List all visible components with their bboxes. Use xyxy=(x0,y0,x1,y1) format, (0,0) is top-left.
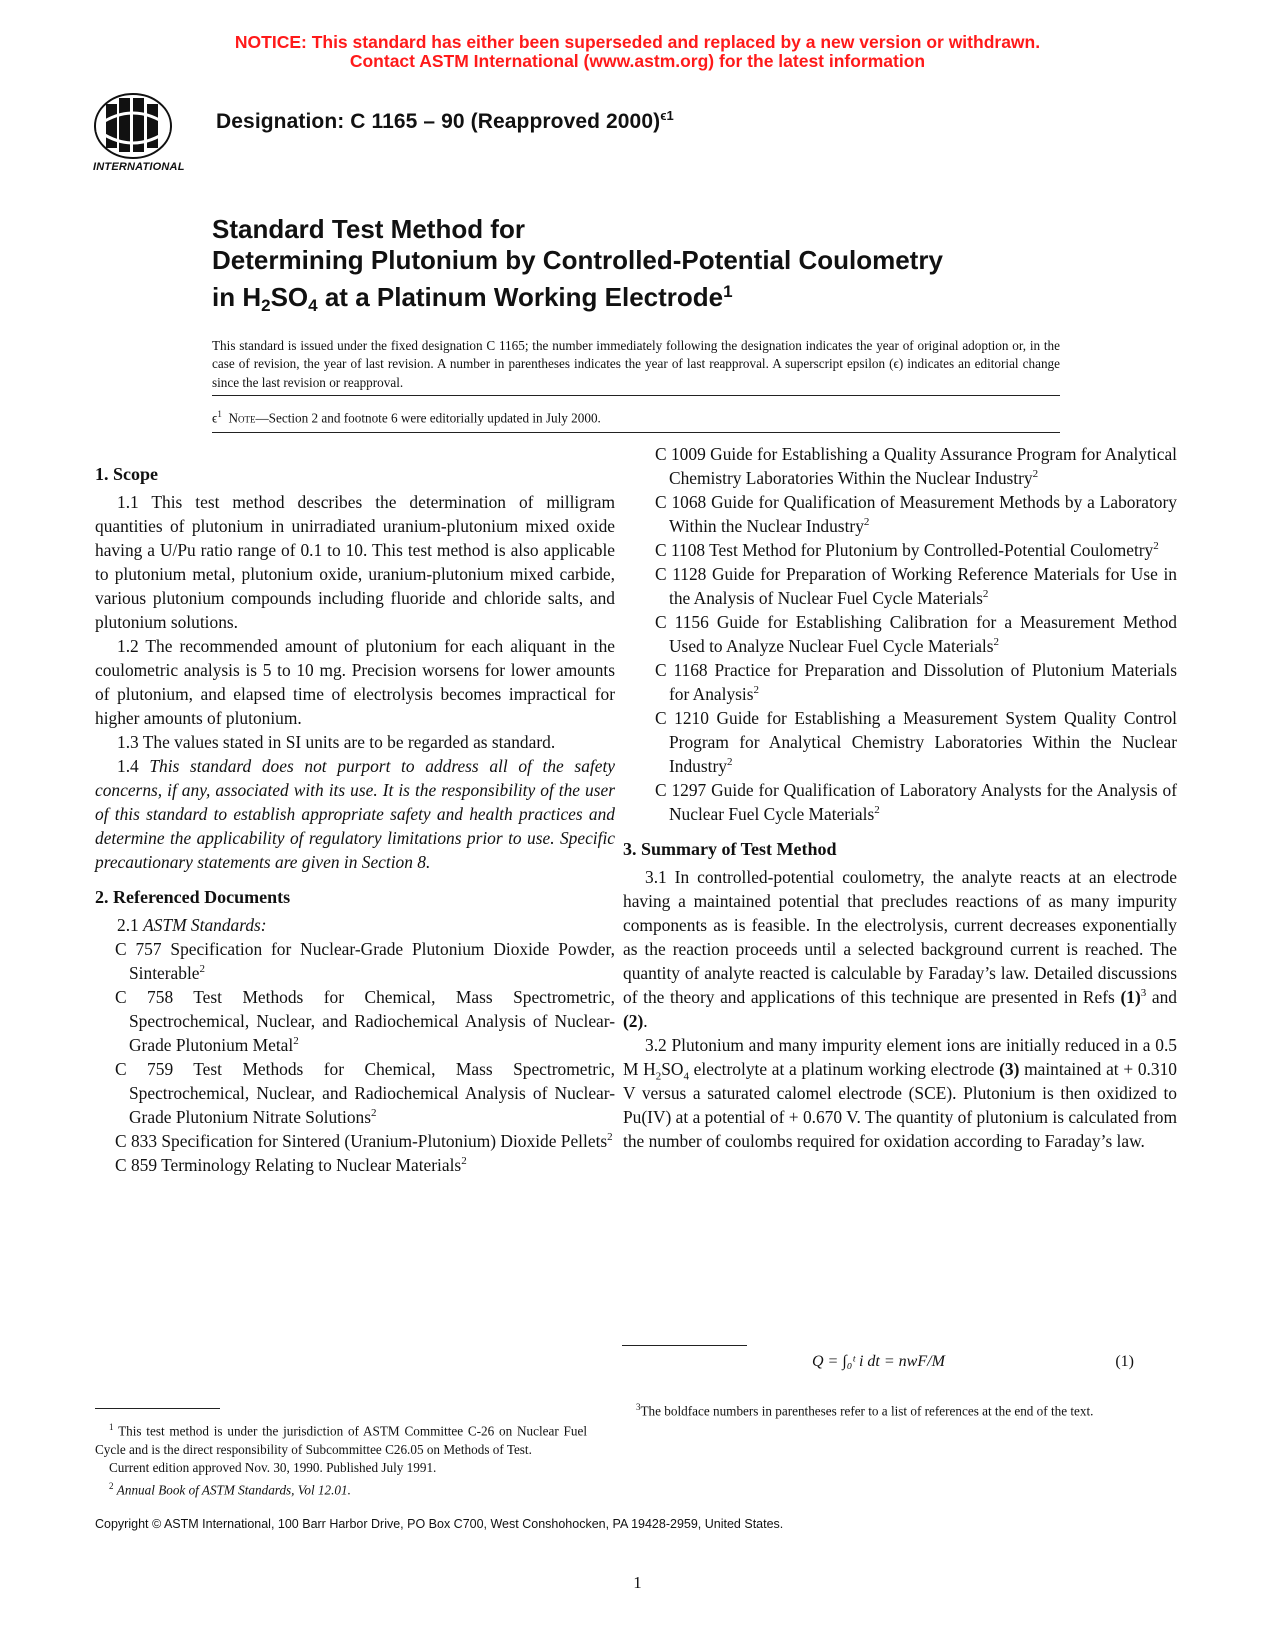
editorial-note: $\epsilon^1$ Note—Section 2 and footnote 6 were editorially updated in July 2000. xyxy=(212,409,601,426)
designation xyxy=(216,108,674,134)
paragraph-1-3: 1.3 The values stated in SI units are to be regarded as standard. xyxy=(117,732,556,752)
notice-line-2: Contact ASTM International (www.astm.org) for the latest information xyxy=(349,51,926,71)
left-column xyxy=(95,462,615,1177)
title-line-1: Standard Test Method for xyxy=(212,214,525,244)
ref-c833: C 833 Specification for Sintered (Uranium-Plutonium) Dioxide Pellets$^2$ xyxy=(115,1131,613,1151)
page-number: 1 xyxy=(633,1573,642,1592)
equation-formula: Q = ∫₀ᵗ i dt = nwF/M xyxy=(812,1353,945,1370)
ref-c1128: C 1128 Guide for Preparation of Working Reference Materials for Use in the Analysis of Nuclear Fuel Cycle Materials$^2$ xyxy=(655,564,1177,608)
ref-c1168: C 1168 Practice for Preparation and Dissolution of Plutonium Materials for Analysis$^2$ xyxy=(655,660,1177,704)
ref-c859: C 859 Terminology Relating to Nuclear Materials$^2$ xyxy=(115,1155,467,1175)
footnote-3: $^3$The boldface numbers in parentheses refer to a list of references at the end of the text. xyxy=(636,1402,1094,1419)
footnote-rule-right xyxy=(622,1345,747,1346)
notice-banner xyxy=(0,33,1275,71)
issued-statement: This standard is issued under the fixed designation C 1165; the number immediately following the designation indicates the year of original adoption or, in the case of revision, the year of last revision. A number in parentheses indicates the year of last reapproval. A superscript epsilon (ϵ) indicates an editorial change since the last revision or reapproval. xyxy=(212,338,1060,390)
ref-c1297: C 1297 Guide for Qualification of Laboratory Analysts for the Analysis of Nuclear Fuel Cycle Materials$^2$ xyxy=(655,780,1177,824)
designation-text: Designation: C 1165 – 90 (Reapproved 2000) xyxy=(216,110,661,133)
divider-top xyxy=(212,395,1060,396)
ref-c1210: C 1210 Guide for Establishing a Measurement System Quality Control Program for Analytical Chemistry Laboratories Within the Nuclear Industry$^2$ xyxy=(655,708,1177,776)
paragraph-2-1: 2.1 ASTM Standards: xyxy=(117,915,267,935)
footnote-1-edition: Current edition approved Nov. 30, 1990. Published July 1991. xyxy=(109,1459,437,1475)
footnote-2: $^2$ Annual Book of ASTM Standards, Vol 12.01. xyxy=(109,1481,351,1498)
section-heading-referenced-documents: 2. Referenced Documents xyxy=(95,887,291,907)
paragraph-3-2: 3.2 Plutonium and many impurity element ions are initially reduced in a 0.5 M $H_2SO_4$ electrolyte at a platinum working electrode (3) maintained at + 0.310 V versus a saturated calomel electrode (SCE). Plutonium is then oxidized to Pu(IV) at a potential of + 0.670 V. The quantity of plutonium is calculated from the number of coulombs required for oxidation according to Faraday’s law. xyxy=(623,1035,1177,1151)
paragraph-1-1: 1.1 This test method describes the determination of milligram quantities of plutonium in unirradiated uranium-plutonium mixed oxide having a U/Pu ratio range of 0.1 to 10. This test method is also applicable to plutonium metal, plutonium oxide, uranium-plutonium mixed carbide, various plutonium compounds including fluoride and chloride salts, and plutonium solutions. xyxy=(95,492,615,632)
ref-c1068: C 1068 Guide for Qualification of Measurement Methods by a Laboratory Within the Nuclear Industry$^2$ xyxy=(655,492,1177,536)
title-line-3: in $H_2SO_4$ at a Platinum Working Electrode$^1$ xyxy=(212,282,733,315)
right-column xyxy=(623,442,1177,1153)
footnotes-left xyxy=(95,1418,587,1500)
ref-c1156: C 1156 Guide for Establishing Calibration for a Measurement Method Used to Analyze Nuclear Fuel Cycle Materials$^2$ xyxy=(655,612,1177,656)
divider-bottom xyxy=(212,432,1060,433)
ref-c1009: C 1009 Guide for Establishing a Quality Assurance Program for Analytical Chemistry Laboratories Within the Nuclear Industry$^2$ xyxy=(655,444,1177,488)
equation-number: (1) xyxy=(1115,1353,1134,1370)
footnotes-right xyxy=(622,1398,1122,1421)
designation-sup: ϵ1 xyxy=(660,108,674,123)
footnote-rule-left xyxy=(95,1408,220,1409)
paragraph-1-2: 1.2 The recommended amount of plutonium for each aliquant in the coulometric analysis is 5 to 10 mg. Precision worsens for lower amounts of plutonium, and elapsed time of electrolysis becomes impractical for higher amounts of plutonium. xyxy=(95,636,615,728)
document-title xyxy=(212,214,1112,321)
section-heading-summary: 3. Summary of Test Method xyxy=(623,839,837,859)
ref-c1108: C 1108 Test Method for Plutonium by Controlled-Potential Coulometry$^2$ xyxy=(655,540,1159,560)
notice-line-1: NOTICE: This standard has either been superseded and replaced by a new version or withdrawn. xyxy=(234,32,1041,52)
section-heading-scope: 1. Scope xyxy=(95,464,158,484)
astm-logo xyxy=(93,90,203,182)
paragraph-1-4: 1.4 This standard does not purport to address all of the safety concerns, if any, associated with its use. It is the responsibility of the user of this standard to establish appropriate safety and health practices and determine the applicability of regulatory limitations prior to use. Specific precautionary statements are given in Section 8. xyxy=(95,756,615,872)
ref-c757: C 757 Specification for Nuclear-Grade Plutonium Dioxide Powder, Sinterable$^2$ xyxy=(115,939,615,983)
footnote-1: $^1$ This test method is under the jurisdiction of ASTM Committee C-26 on Nuclear Fuel Cycle and is the direct responsibility of Subcommittee C26.05 on Methods of Test. xyxy=(95,1422,587,1457)
paragraph-3-1: 3.1 In controlled-potential coulometry, the analyte reacts at an electrode having a maintained potential that precludes reactions of as many impurity components as is feasible. In the electrolysis, current decreases exponentially as the reaction proceeds until a selected background current is reached. The quantity of analyte reacted is calculable by Faraday’s law. Detailed discussions of the theory and applications of this technique are presented in Refs $(1)^3$ and (2). xyxy=(623,867,1177,1031)
ref-c759: C 759 Test Methods for Chemical, Mass Spectrometric, Spectrochemical, Nuclear, and Radiochemical Analysis of Nuclear-Grade Plutonium Nitrate Solutions$^2$ xyxy=(115,1059,615,1127)
copyright-line: Copyright © ASTM International, 100 Barr Harbor Drive, PO Box C700, West Conshohocken, PA 19428-2959, United States. xyxy=(95,1517,784,1531)
ref-c758: C 758 Test Methods for Chemical, Mass Spectrometric, Spectrochemical, Nuclear, and Radiochemical Analysis of Nuclear-Grade Plutonium Metal$^2$ xyxy=(115,987,615,1055)
title-line-2: Determining Plutonium by Controlled-Potential Coulometry xyxy=(212,245,943,275)
logo-text: INTERNATIONAL xyxy=(93,161,185,173)
